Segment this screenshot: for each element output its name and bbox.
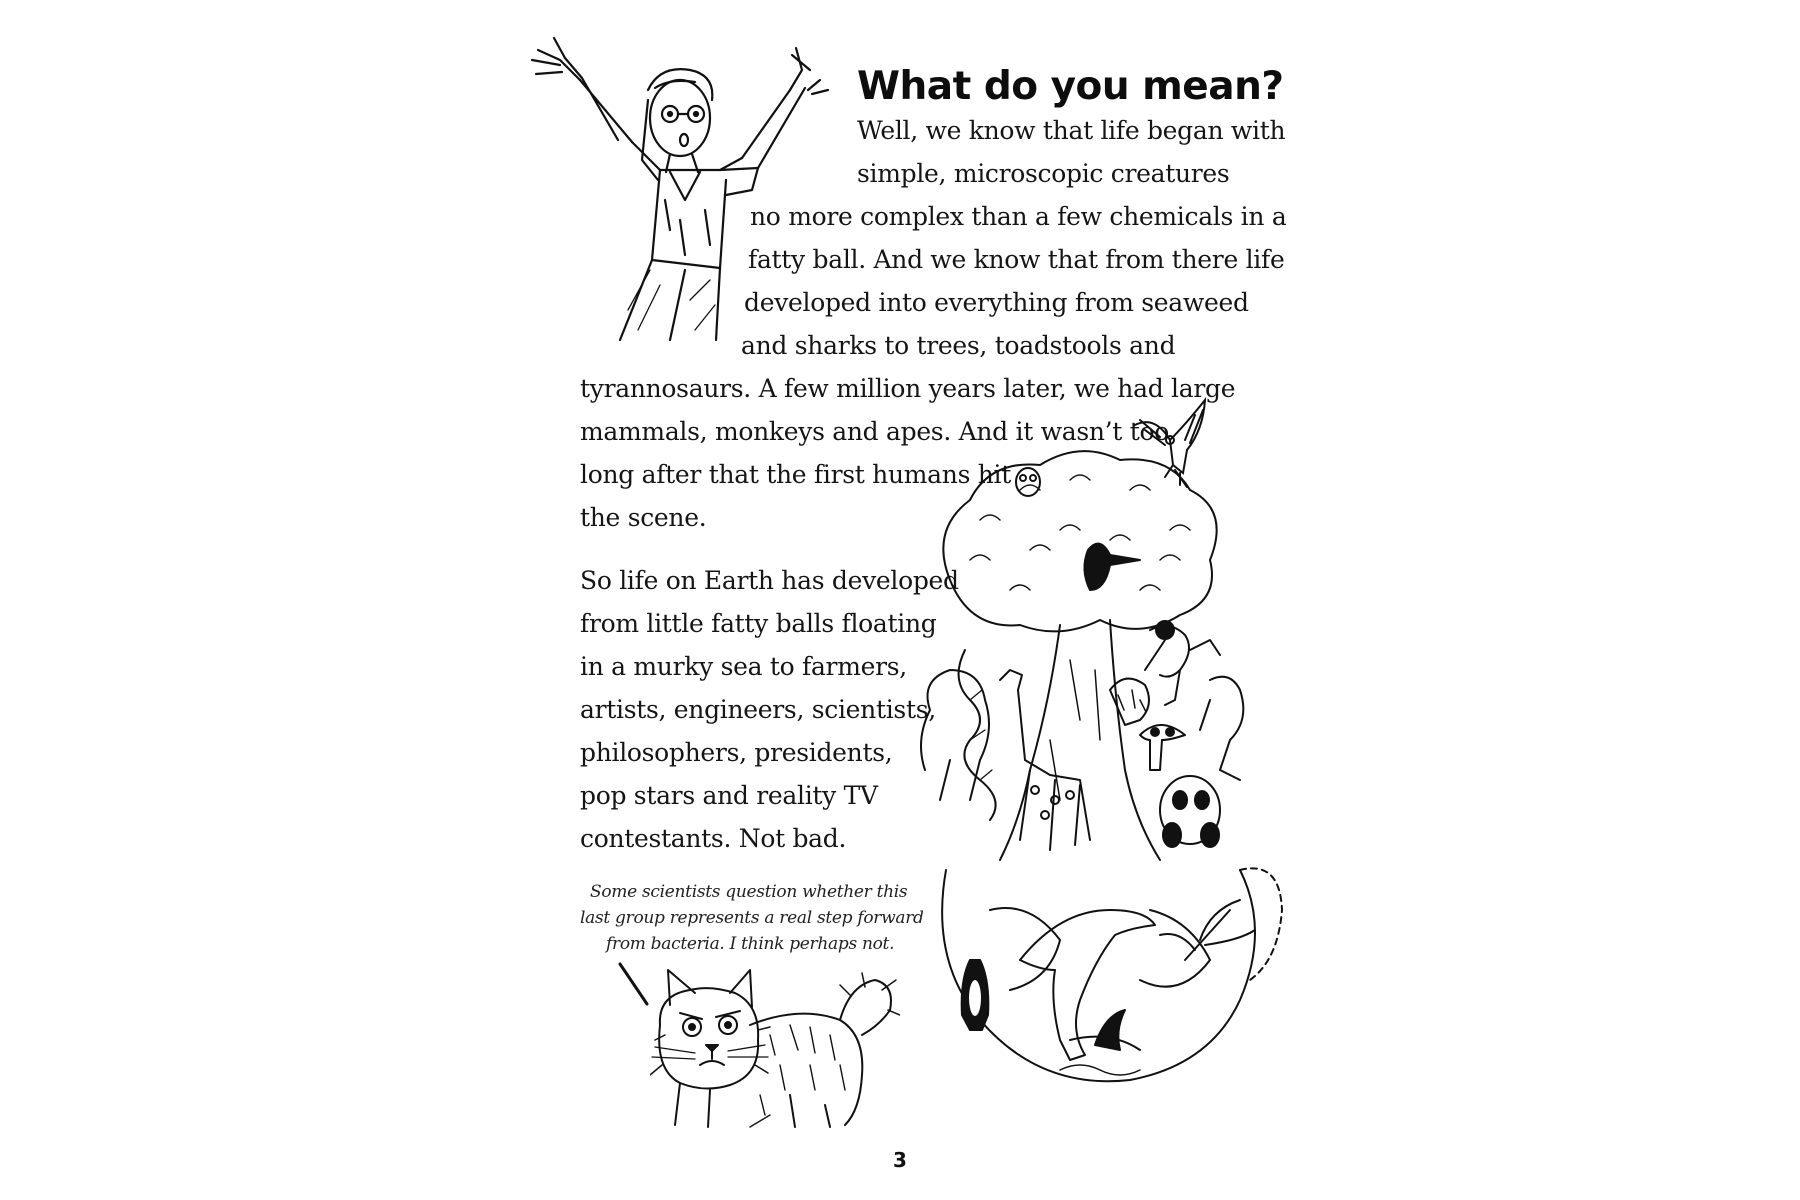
para2-line: So life on Earth has developed <box>580 566 959 595</box>
para2-line: from little fatty balls floating <box>580 609 937 638</box>
para1-line: developed into everything from seaweed <box>744 288 1249 317</box>
caption-line: from bacteria. I think perhaps not. <box>606 934 895 954</box>
para1-line: no more complex than a few chemicals in a <box>750 202 1287 231</box>
section-heading: What do you mean? <box>857 64 1284 109</box>
para2-line: contestants. Not bad. <box>580 824 847 853</box>
para2-line: artists, engineers, scientists, <box>580 695 936 724</box>
para1-line: tyrannosaurs. A few million years later, we had large <box>580 374 1236 403</box>
para2-line: pop stars and reality TV <box>580 781 878 810</box>
tree-of-life-globe-illustration <box>910 440 1290 1100</box>
caption-line: last group represents a real step forward <box>580 908 924 928</box>
caption-line: Some scientists question whether this <box>590 882 908 902</box>
grumpy-cat-illustration <box>650 965 900 1135</box>
para1-line: Well, we know that life began with <box>857 116 1286 145</box>
para1-line: fatty ball. And we know that from there life <box>748 245 1285 274</box>
para1-line: simple, microscopic creatures <box>857 159 1230 188</box>
caption-pointer-line <box>615 960 655 1010</box>
para1-line: mammals, monkeys and apes. And it wasn’t too <box>580 417 1169 446</box>
para1-line: the scene. <box>580 503 707 532</box>
para2-line: in a murky sea to farmers, <box>580 652 907 681</box>
man-arms-raised-illustration <box>520 30 850 350</box>
para1-line: long after that the first humans hit <box>580 460 1011 489</box>
page-number: 3 <box>893 1148 907 1172</box>
para1-line: and sharks to trees, toadstools and <box>741 331 1176 360</box>
para2-line: philosophers, presidents, <box>580 738 893 767</box>
